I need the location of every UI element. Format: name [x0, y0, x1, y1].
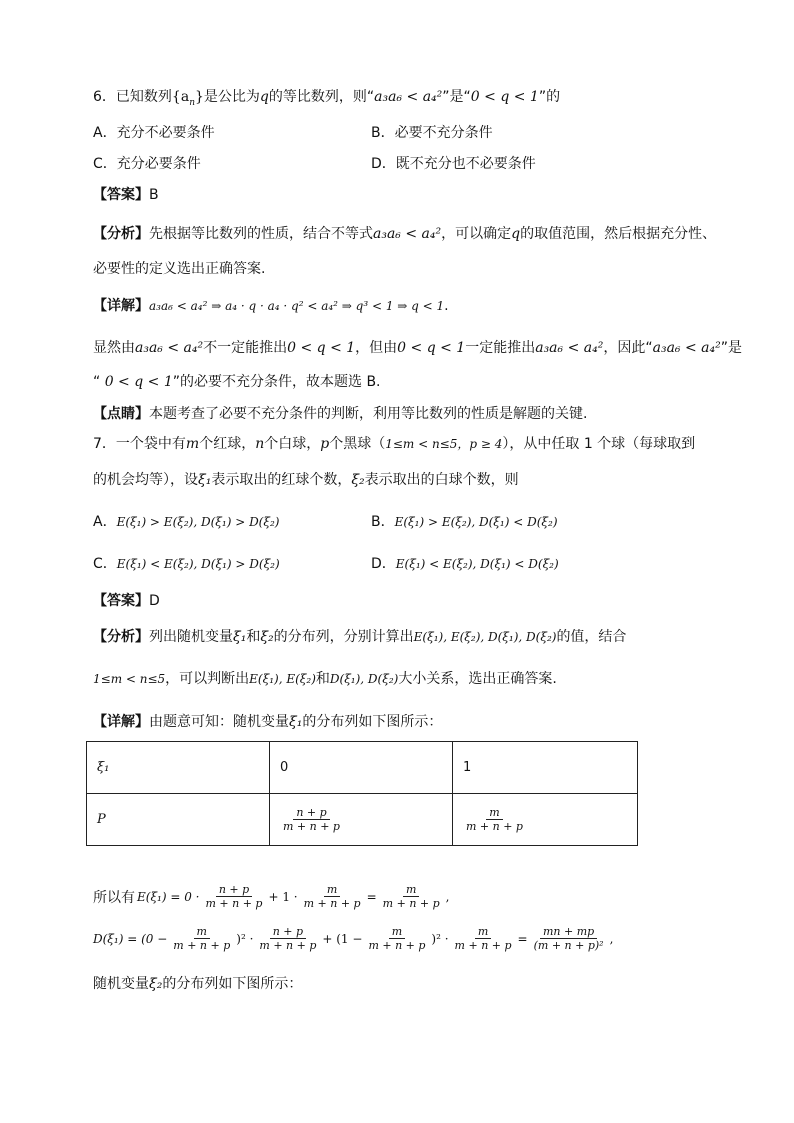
q6-stem: 6．已知数列$\{a_n\}$是公比为q的等比数列，则“a₃a₆ < a₄²”是“0 < q < 1”的	[93, 89, 561, 108]
table-cell	[270, 794, 453, 846]
sequence-symbol: $\{a_n\}$	[171, 89, 204, 108]
q7-option-a: A．E(ξ₁) > E(ξ₂), D(ξ₁) > D(ξ₂)	[93, 514, 280, 530]
q7-analysis-line-2: 1≤m < n≤5，可以判断出E(ξ₁), E(ξ₂)和D(ξ₁), D(ξ₂)大小关系，选出正确答案.	[93, 671, 557, 687]
xi2-intro: 随机变量ξ₂的分布列如下图所示：	[93, 976, 303, 992]
q7-option-d: D．E(ξ₁) < E(ξ₂), D(ξ₁) < D(ξ₂)	[371, 556, 559, 572]
q7-detail: 【详解】由题意可知：随机变量ξ₁的分布列如下图所示：	[93, 714, 443, 730]
ratio-symbol: q	[259, 89, 269, 105]
q7-option-c: C．E(ξ₁) < E(ξ₂), D(ξ₁) > D(ξ₂)	[93, 556, 280, 572]
variance-equation: D(ξ₁) = (0 − $\frac{m}{m + n + p}$ )² · $\frac{n + p}{m + n + p}$ + (1 − $\frac{m}{m + n + p}$ )² · $\frac{m}{m + n + p}$ = $\frac{mn + mp}{\text{(m + n + p)²}}$ ,	[93, 925, 614, 952]
q6-option-b: B．必要不充分条件	[371, 125, 493, 141]
table-cell: P	[87, 794, 270, 846]
table-cell: ξ₁	[87, 742, 270, 794]
expectation-equation: 所以有 E(ξ₁) = 0 · $\frac{n + p}{m + n + p}$ + 1 · $\frac{m}{m + n + p}$ = $\frac{m}{m + n + p}$ ,	[93, 883, 450, 910]
table-cell	[453, 794, 638, 846]
q6-analysis-line-2: 必要性的定义选出正确答案.	[93, 261, 266, 277]
table-row	[87, 794, 638, 846]
table-cell: 0	[270, 742, 453, 794]
table-cell: 1	[453, 742, 638, 794]
q6-point: 【点睛】本题考查了必要不充分条件的判断，利用等比数列的性质是解题的关键.	[93, 406, 588, 422]
condition-2: 0 < q < 1	[470, 89, 539, 105]
q6-option-c: C．充分必要条件	[93, 156, 201, 172]
q7-option-b: B．E(ξ₁) > E(ξ₂), D(ξ₁) < D(ξ₂)	[371, 514, 558, 530]
q7-analysis-line-1: 【分析】列出随机变量ξ₁和ξ₂的分布列，分别计算出E(ξ₁), E(ξ₂), D(ξ₁), D(ξ₂)的值，结合	[93, 629, 627, 645]
condition-1: a₃a₆ < a₄²	[374, 89, 443, 105]
q6-option-a: A．充分不必要条件	[93, 125, 215, 141]
q6-explain-line-1: 显然由a₃a₆ < a₄²不一定能推出0 < q < 1，但由0 < q < 1一定能推出a₃a₆ < a₄²，因此“a₃a₆ < a₄²”是	[93, 340, 742, 356]
q6-detail: 【详解】a₃a₆ < a₄² ⇒ a₄ · q · a₄ · q² < a₄² ⇒ q³ < 1 ⇒ q < 1.	[93, 298, 449, 314]
distribution-table	[86, 741, 638, 846]
q7-answer: 【答案】D	[93, 593, 160, 609]
q6-explain-line-2: “ 0 < q < 1”的必要不充分条件，故本题选 B.	[93, 374, 381, 390]
q6-stem-text: 6．已知数列	[93, 89, 172, 105]
table-row	[87, 742, 638, 794]
q6-analysis-line-1: 【分析】先根据等比数列的性质，结合不等式a₃a₆ < a₄²，可以确定q的取值范围，然后根据充分性、	[93, 226, 717, 242]
q6-answer: 【答案】B	[93, 187, 159, 203]
q7-stem-line-2: 的机会均等），设ξ₁表示取出的红球个数，ξ₂表示取出的白球个数，则	[93, 472, 519, 488]
fraction: $\frac{n + p}{m + n + p}$	[283, 806, 340, 833]
q7-stem-line-1: 7．一个袋中有m个红球，n个白球，p个黑球（1≤m < n≤5，p ≥ 4），从中任取 1 个球（每球取到	[93, 436, 696, 452]
fraction: $\frac{m}{m + n + p}$	[466, 806, 523, 833]
q6-option-d: D．既不充分也不必要条件	[371, 156, 536, 172]
